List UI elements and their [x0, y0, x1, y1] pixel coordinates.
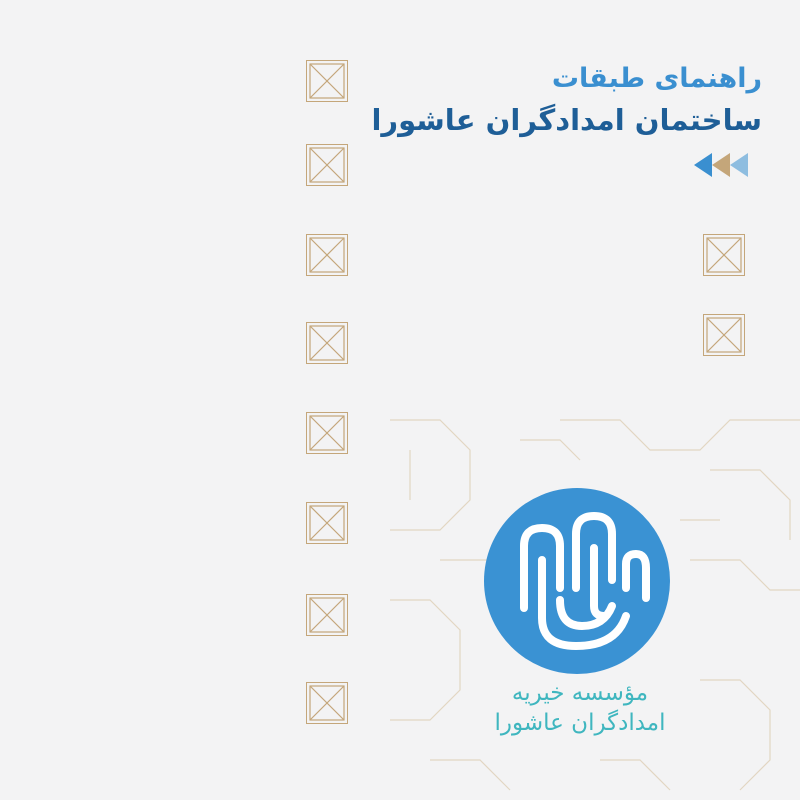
hand-logo-icon	[484, 488, 670, 674]
guide-heading	[371, 62, 762, 140]
logo-line-1: مؤسسه خیریه	[511, 680, 649, 706]
crossed-box-icon	[306, 144, 348, 186]
crossed-box-icon	[306, 502, 348, 544]
building-title: ساختمان امدادگران عاشورا	[371, 103, 762, 137]
crossed-box-icon	[306, 60, 348, 102]
logo-line-2: امدادگران عاشورا	[494, 710, 666, 736]
crossed-box-icon	[306, 322, 348, 364]
crossed-box-icon	[306, 594, 348, 636]
foundation-logo	[484, 488, 670, 674]
crossed-box-icon	[703, 314, 745, 356]
crossed-box-icon	[306, 682, 348, 724]
crossed-box-icon	[703, 234, 745, 276]
crossed-box-icon	[306, 412, 348, 454]
guide-title: راهنمای طبقات	[551, 63, 762, 94]
foundation-logo-text	[470, 678, 690, 738]
triple-chevron-left-icon	[694, 150, 758, 180]
crossed-box-icon	[306, 234, 348, 276]
